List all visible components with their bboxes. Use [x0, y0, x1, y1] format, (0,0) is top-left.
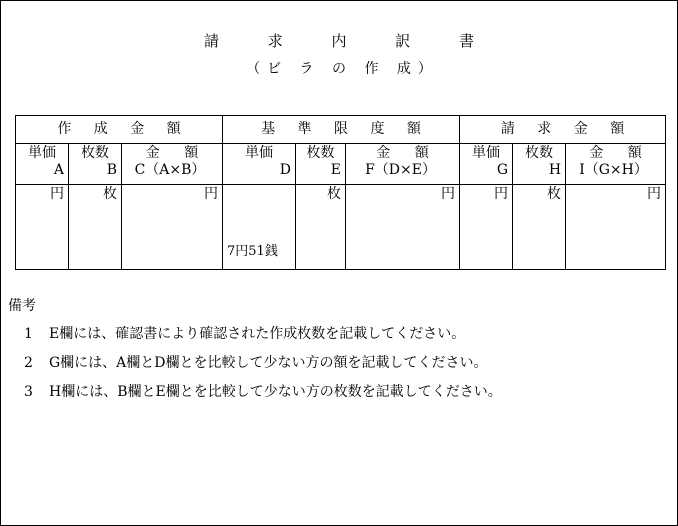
- unit-sheets: 枚: [547, 186, 562, 202]
- document-subtitle: （ビ ラ の 作 成）: [246, 61, 439, 77]
- cell-b: [69, 185, 122, 270]
- column-label: 枚数: [525, 145, 554, 161]
- column-letter: E: [330, 162, 341, 178]
- column-letter: B: [106, 162, 117, 178]
- breakdown-table: [15, 115, 666, 270]
- unit-yen: 円: [494, 186, 509, 202]
- column-letter: H: [548, 162, 562, 178]
- column-header-e: [296, 144, 346, 185]
- group-header-claim-amount: 請 求 金 額: [460, 116, 666, 144]
- column-letter: F（D×E）: [365, 162, 436, 178]
- column-label: 単価: [472, 145, 501, 161]
- column-label: 金 額: [145, 145, 209, 161]
- column-letter: A: [53, 162, 64, 178]
- column-label: 枚数: [306, 145, 335, 161]
- column-header-g: [460, 144, 513, 185]
- column-header-i: [566, 144, 666, 185]
- cell-a: [16, 185, 69, 270]
- cell-h: [513, 185, 566, 270]
- column-header-b: [69, 144, 122, 185]
- column-label: 金 額: [589, 145, 652, 161]
- column-label: 金 額: [376, 145, 439, 161]
- column-letter: D: [279, 162, 291, 178]
- column-letter: G: [496, 162, 509, 178]
- unit-yen: 円: [441, 186, 456, 202]
- remark-number: 1: [24, 326, 33, 342]
- remarks-section: [8, 297, 502, 412]
- column-header-d: [223, 144, 296, 185]
- column-letter: C（A×B）: [134, 162, 206, 178]
- cell-d: [223, 185, 296, 270]
- remark-text: G欄には、A欄とD欄とを比較して少ない方の額を記載してください。: [49, 355, 488, 371]
- column-header-f: [346, 144, 460, 185]
- remarks-heading: 備考: [8, 298, 36, 314]
- remark-number: 2: [24, 355, 33, 371]
- column-label: 単価: [28, 145, 56, 161]
- cell-f: [346, 185, 460, 270]
- column-header-c: [122, 144, 223, 185]
- group-header-production-amount: 作 成 金 額: [16, 116, 223, 144]
- unit-yen: 円: [204, 186, 218, 202]
- remark-item: [8, 325, 502, 343]
- column-header-a: [16, 144, 69, 185]
- cell-g: [460, 185, 513, 270]
- document-title: 請 求 内 訳 書: [203, 32, 497, 50]
- column-header-h: [513, 144, 566, 185]
- remark-item: [8, 354, 502, 372]
- column-letter: I（G×H）: [579, 162, 648, 178]
- remark-item: [8, 383, 502, 401]
- remark-number: 3: [24, 384, 33, 400]
- column-label: 枚数: [81, 145, 109, 161]
- cell-c: [122, 185, 223, 270]
- remark-text: H欄には、B欄とE欄とを比較して少ない方の枚数を記載してください。: [49, 384, 502, 400]
- cell-i: [566, 185, 666, 270]
- remark-text: E欄には、確認書により確認された作成枚数を記載してください。: [49, 326, 466, 342]
- unit-sheets: 枚: [103, 186, 117, 202]
- unit-yen: 円: [50, 186, 64, 202]
- cell-e: [296, 185, 346, 270]
- unit-sheets: 枚: [327, 186, 341, 202]
- column-label: 単価: [245, 145, 273, 161]
- unit-yen: 円: [647, 186, 662, 202]
- standard-unit-price-note: 7円51銭: [227, 244, 278, 259]
- group-header-standard-limit: 基 準 限 度 額: [223, 116, 460, 144]
